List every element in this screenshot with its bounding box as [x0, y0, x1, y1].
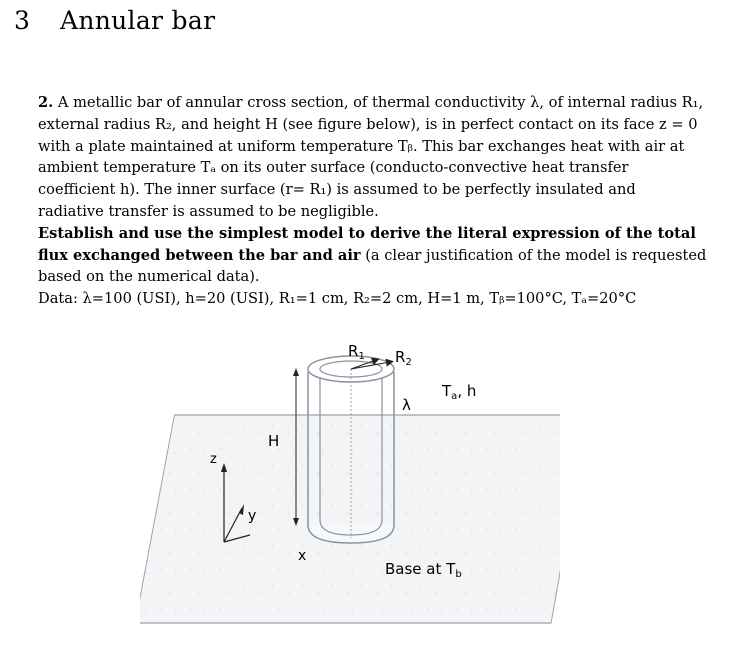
- data-line: Data: λ=100 (USI), h=20 (USI), R₁=1 cm, R₂=2 cm, H=1 m, Tᵦ=100°C, Tₐ=20°C: [38, 290, 637, 308]
- task-line-2: flux exchanged between the bar and air (a clear justification of the model is requested: [38, 246, 707, 264]
- r1-label: $R_1$: [348, 342, 365, 362]
- ambient-label: $T_a$, h: [442, 382, 477, 402]
- annular-bar-figure: [140, 338, 560, 638]
- task-line-3: based on the numerical data).: [38, 268, 260, 286]
- problem-line-2: external radius R₂, and height H (see figure below), is in perfect contact on its face z = 0: [38, 115, 698, 133]
- problem-line-6: radiative transfer is assumed to be negligible.: [38, 202, 379, 220]
- section-number: 3: [14, 6, 31, 35]
- base-label: Base at $T_b$: [385, 560, 462, 580]
- problem-line-1: 2. A metallic bar of annular cross section, of thermal conductivity λ, of internal radius R₁,: [38, 94, 704, 111]
- lambda-label: λ: [402, 396, 411, 414]
- r2-label: $R_2$: [395, 348, 412, 368]
- section-title: Annular bar: [60, 6, 216, 35]
- problem-line-3: with a plate maintained at uniform temperature Tᵦ. This bar exchanges heat with air at: [38, 137, 685, 155]
- z-label: z: [210, 452, 217, 467]
- section-heading: [14, 6, 215, 35]
- x-label: x: [298, 548, 307, 564]
- figure-drawing: [140, 338, 560, 638]
- height-label: H: [268, 432, 280, 450]
- base-plate: [140, 415, 560, 623]
- task-line-1: Establish and use the simplest model to derive the literal expression of the total: [38, 224, 696, 242]
- y-label: y: [248, 508, 257, 524]
- problem-statement: [38, 92, 744, 310]
- problem-number: 2.: [38, 94, 54, 111]
- problem-line-4: ambient temperature Tₐ on its outer surface (conducto-convective heat transfer: [38, 159, 629, 177]
- problem-line-5: coefficient h). The inner surface (r= R₁) is assumed to be perfectly insulated and: [38, 181, 636, 199]
